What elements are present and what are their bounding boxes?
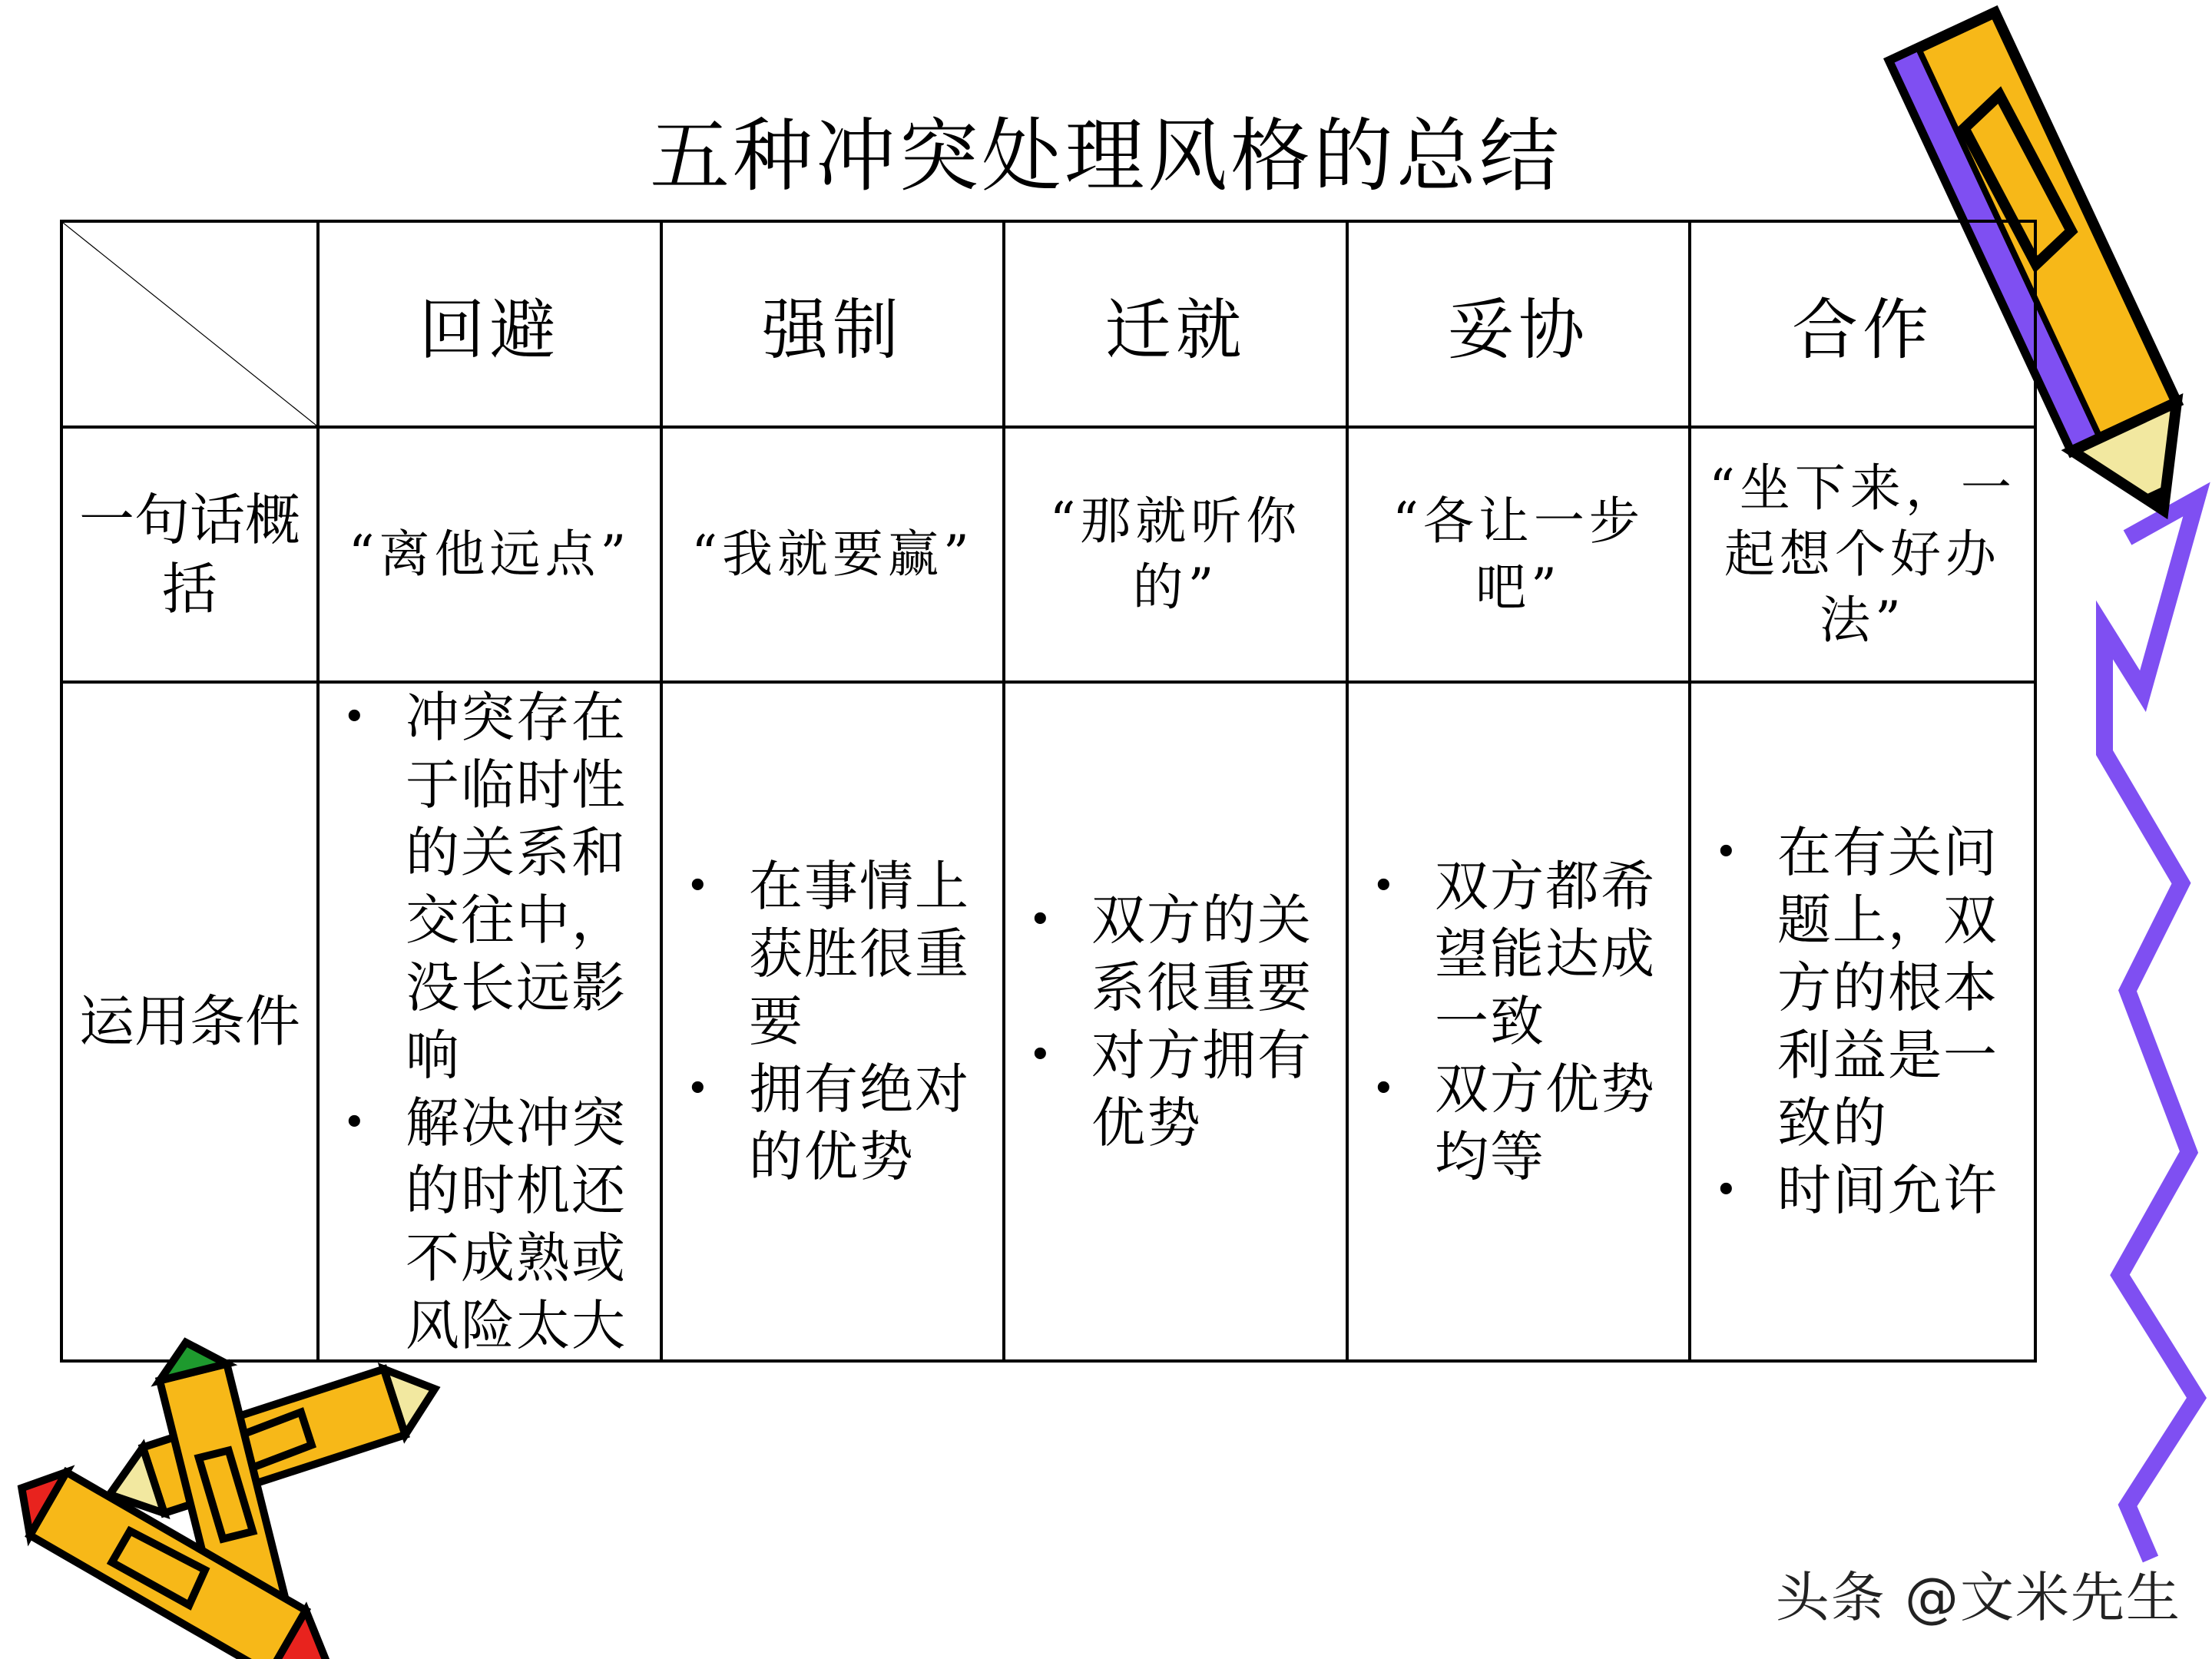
bullet-list	[663, 853, 1002, 1190]
summary-row	[61, 427, 2035, 682]
slogan-accommodate: “那就听你的”	[1004, 427, 1347, 682]
slide-title: 五种冲突处理风格的总结	[649, 109, 1562, 203]
slogan-compromise: “各让一步吧”	[1347, 427, 1690, 682]
conditions-row	[61, 682, 2035, 1361]
bullet-item: • 双方的关系很重要	[1091, 886, 1329, 1022]
summary-table	[60, 220, 2037, 1363]
bullet-list	[1005, 886, 1346, 1157]
bullet-item: • 双方优势均等	[1435, 1055, 1671, 1190]
bullet-item: • 解决冲突的时机还不成熟或风险太大	[406, 1089, 643, 1359]
bullet-item: • 冲突存在于临时性的关系和交往中，没长远影响	[406, 684, 643, 1089]
bullet-list	[1691, 819, 2034, 1224]
column-header-collaborate: 合作	[1690, 221, 2035, 427]
column-header-compromise: 妥协	[1347, 221, 1690, 427]
column-header-avoid: 回避	[318, 221, 661, 427]
watermark-text: 头条 @文米先生	[1775, 1566, 2181, 1629]
pencils-illustration-left	[0, 1336, 461, 1659]
column-header-accommodate: 迁就	[1004, 221, 1347, 427]
bullet-item: • 双方都希望能达成一致	[1435, 853, 1671, 1055]
row-header-summary: 一句话概括	[61, 427, 318, 682]
conditions-avoid	[318, 682, 661, 1361]
bullet-list	[1349, 853, 1688, 1190]
pencil-shape	[99, 1356, 445, 1528]
slogan-collaborate: “坐下来，一起想个好办法”	[1690, 427, 2035, 682]
row-header-conditions: 运用条件	[61, 682, 318, 1361]
bullet-list	[320, 684, 660, 1359]
slogan-force: “我就要赢”	[661, 427, 1004, 682]
corner-cell	[61, 221, 318, 427]
header-row	[61, 221, 2035, 427]
bullet-item: • 拥有绝对的优势	[749, 1055, 985, 1190]
conditions-accommodate	[1004, 682, 1347, 1361]
slogan-avoid: “离他远点”	[318, 427, 661, 682]
conditions-collaborate	[1690, 682, 2035, 1361]
bullet-item: • 对方拥有优势	[1091, 1022, 1329, 1157]
bullet-item: • 在事情上获胜很重要	[749, 853, 985, 1055]
bullet-item: • 在有关问题上，双方的根本利益是一致的	[1777, 819, 2017, 1157]
column-header-force: 强制	[661, 221, 1004, 427]
conditions-compromise	[1347, 682, 1690, 1361]
bullet-item: • 时间允许	[1777, 1157, 2017, 1224]
purple-scribble	[2104, 499, 2197, 1559]
conditions-force	[661, 682, 1004, 1361]
